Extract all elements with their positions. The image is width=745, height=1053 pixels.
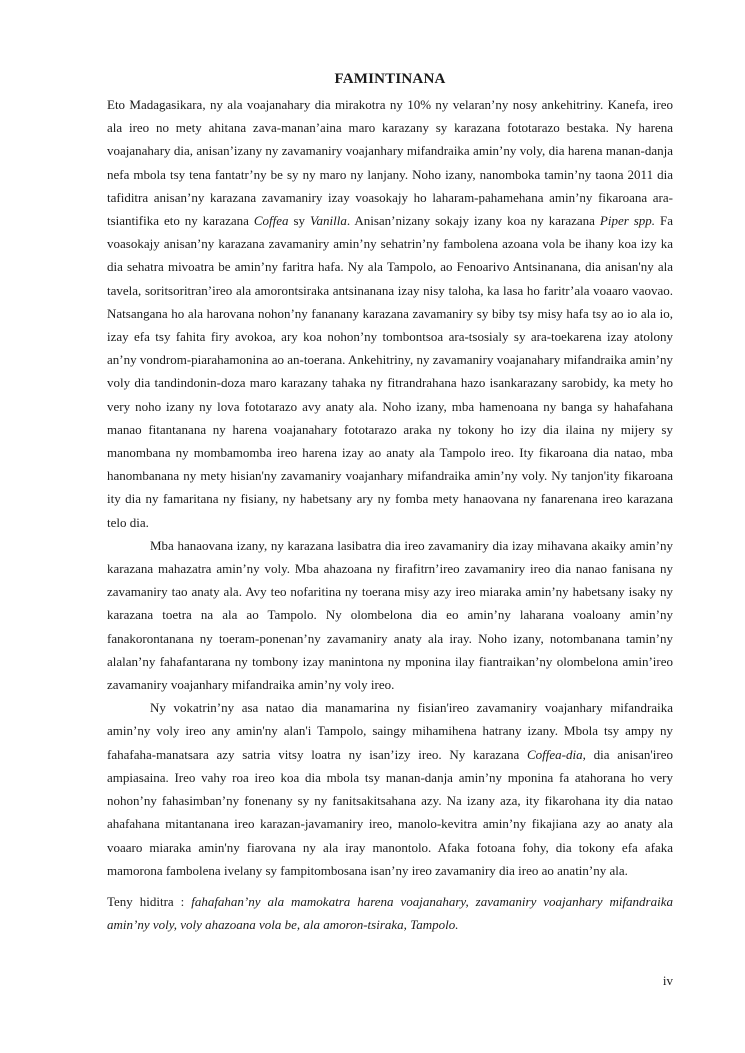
keywords-text: fahafahan’ny ala mamokatra harena voajanahary, zavamaniry voajanhary mifandraika amin’ny voly, voly ahazoana vola be, ala amoron-tsiraka, Tampolo. bbox=[107, 893, 673, 933]
abstract-paragraph-3 bbox=[107, 696, 673, 882]
italic-term: Coffea bbox=[253, 213, 289, 229]
text-run: Ny vokatrin’ny asa natao dia manamarina ny fisian'ireo zavamaniry voajanhary mifandraika amin’ny voly ireo any amin'ny alan'i Tampolo, saingy mihamihena hatrany izany. Mbola tsy ampy ny fahafaha-manatsara azy satria vitsy loatra ny isan’izy ireo. Ny karazana bbox=[107, 700, 673, 762]
abstract-paragraph-1 bbox=[107, 93, 673, 534]
abstract-page bbox=[107, 68, 673, 936]
keywords-label: Teny hiditra : bbox=[107, 893, 192, 909]
text-run: dia anisan'ireo ampiasaina. Ireo vahy roa ireo koa dia mbola tsy manan-danja amin’ny mponina fa atahorana ho very nohon’ny fahasimban’ny fonenany sy ny fanitsakitsahana azy. Na izany aza, ity fikarohana ity dia natao ahafahana mitantanana ireo karazan-javamaniry ireo, manolo-kevitra amin’ny fikajiana azy ao anaty ala voaaro miaraka amin'ny fiarovana ny ala iray manontolo. Afaka fotoana fohy, dia tokony efa afaka mamorona fambolena ivelany sy fampitombosana isan’ny ireo zavamaniry dia ireo ao anatin’ny ala. bbox=[107, 746, 673, 878]
text-run: . Anisan’nizany sokajy izany koa ny karazana bbox=[346, 213, 600, 229]
italic-term: Piper spp. bbox=[599, 213, 656, 229]
text-run: sy bbox=[288, 213, 310, 229]
page-number: iv bbox=[662, 973, 673, 988]
text-run: Eto Madagasikara, ny ala voajanahary dia mirakotra ny 10% ny velaran’ny nosy ankehitriny. Kanefa, ireo ala ireo no mety ahitana zava-manan’aina maro karazany sy karazana fototarazo bestaka. Ny harena voajanahary dia, anisan’izany ny zavamaniry voajanhary mifandraika amin’ny voly, dia harena manan-danja nefa mbola tsy tena fantatr’ny be sy ny maro ny lanjany. Noho izany, nanomboka tamin’ny taona 2011 dia tafiditra anisan’ny karazana zavamaniry izay voasokajy ho laharam-pahamehana amin’ny fikaroana ara-tsiantifika eto ny karazana bbox=[107, 97, 673, 229]
text-run: Fa voasokajy anisan’ny karazana zavamaniry amin’ny sehatrin’ny fambolena azoana vola be ihany koa izy ka dia sehatra mivoatra be amin’ny faritra hafa. Ny ala Tampolo, ao Fenoarivo Antsinanana, dia anisan'ny ala tavela, soritsoritran’ireo ala amorontsiraka antsinanana izay nisy taloha, ka lasa ho faritr’ala voaaro vaovao. Natsangana ho ala harovana nohon’ny fananany karazana zavamaniry sy biby tsy misy hafa tsy ao io ala io, izay efa tsy fahita firy avokoa, ary koa nohon’ny tombontsoa ara-tsosialy sy ara-toekarena izay atolony an’ny vondrom-piarahamonina ao an-toerana. Ankehitriny, ny zavamaniry voajanahary mifandraika amin’ny voly dia tandindonin-doza maro karazany tahaka ny fitrandrahana hazo isankarazany sarobidy, ka mety ho very noho izany ny lova fototarazo avy anaty ala. Noho izany, mba hamenoana ny banga sy hahafahana manao fitantanana ny harena voajanahary fototarazo araka ny tokony ho izy dia ilaina ny mijery sy manombana ny mombamomba ireo harena izay ao anaty ala Tampolo ireo. Ity fikaroana dia natao, mba hanombanana ny mety hisian'ny zavamaniry voajanhary mifandraika amin’ny voly. Ny tanjon'ity fikaroana ity dia ny famaritana ny fisiany, ny habetsany ary ny fomba mety hanaovana ny fanarenana ireo karazana telo dia. bbox=[107, 213, 673, 530]
italic-term: Vanilla bbox=[310, 213, 347, 229]
page-title: FAMINTINANA bbox=[334, 71, 446, 87]
text-run: Mba hanaovana izany, ny karazana lasibatra dia ireo zavamaniry dia izay mihavana akaiky amin’ny karazana mahazatra amin’ny voly. Mba ahazoana ny firafitrn’ireo zavamaniry ireo dia nanao fanisana ny zavamaniry tao anaty ala. Avy teo nofaritina ny toerana misy azy ireo miaraka amin’ny habetsany isaky ny karazana toetra na ala ao Tampolo. Ny olombelona dia eo amin’ny laharana voaloany amin’ny fanakorontanana ny toeram-ponenan’ny zavamaniry anaty ala iray. Noho izany, notombanana tamin’ny alalan’ny fahafantarana ny tombony izay manintona ny mponina ilay fiantraikan’ny olombelona amin’ireo zavamaniry voajanhary mifandraika amin’ny voly ireo. bbox=[107, 537, 673, 693]
abstract-paragraph-2 bbox=[107, 534, 673, 696]
italic-term: Coffea-dia, bbox=[526, 746, 586, 762]
keywords-line bbox=[107, 890, 673, 936]
